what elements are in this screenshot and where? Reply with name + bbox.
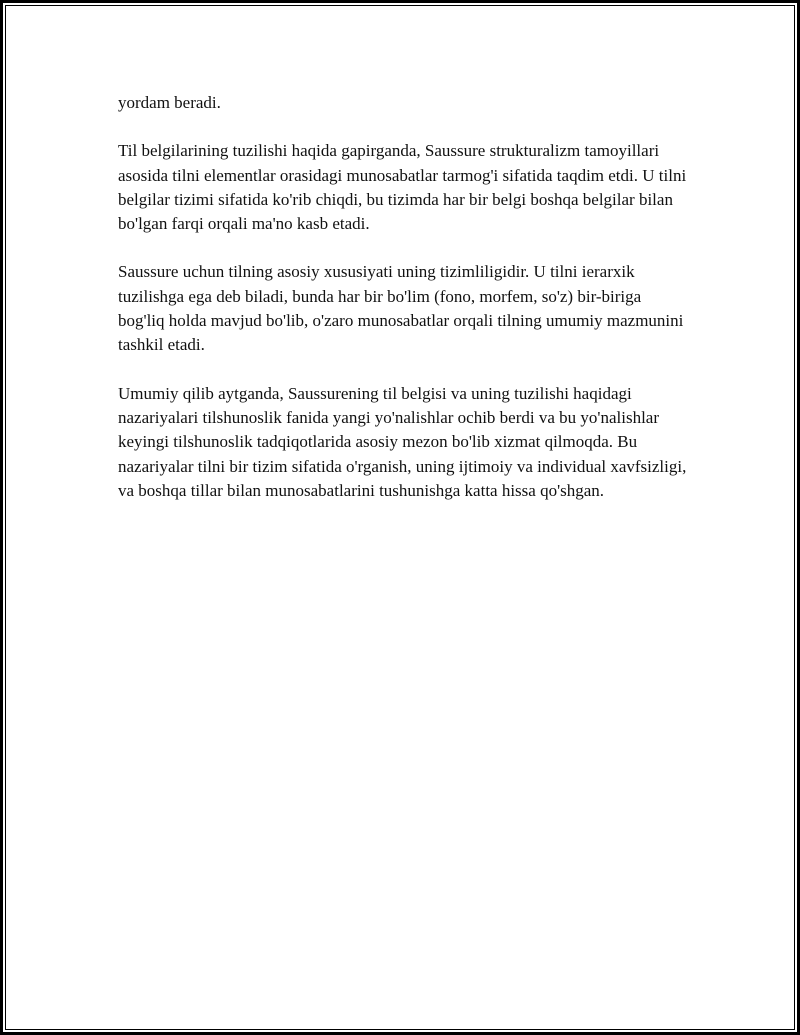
document-body bbox=[118, 91, 688, 527]
paragraph-continuation: yordam beradi. bbox=[118, 93, 221, 112]
paragraph-conclusion: Umumiy qilib aytganda, Saussurening til belgisi va uning tuzilishi haqidagi nazariyalari tilshunoslik fanida yangi yo'nalishlar ochib berdi va bu yo'nalishlar keyingi tilshunoslik tadqiqotlarida asosiy mezon bo'lib xizmat qilmoqda. Bu nazariyalar tilni bir tizim sifatida o'rganish, uning ijtimoiy va individual xavfsizligi, va boshqa tillar bilan munosabatlarini tushunishga katta hissa qo'shgan. bbox=[118, 383, 687, 500]
paragraph-systematicity: Saussure uchun tilning asosiy xususiyati uning tizimliligidir. U tilni ierarxik tuzilishga ega deb biladi, bunda har bir bo'lim (fono, morfem, so'z) bir-biriga bog'liq holda mavjud bo'lib, o'zaro munosabatlar orqali tilning umumiy mazmunini tashkil etadi. bbox=[118, 262, 684, 355]
paragraph-sign-structure: Til belgilarining tuzilishi haqida gapirganda, Saussure strukturalizm tamoyillari asosida tilni elementlar orasidagi munosabatlar tarmog'i sifatida taqdim etdi. U tilni belgilar tizimi sifatida ko'rib chiqdi, bu tizimda har bir belgi boshqa belgilar bilan bo'lgan farqi orqali ma'no kasb etadi. bbox=[118, 141, 687, 234]
